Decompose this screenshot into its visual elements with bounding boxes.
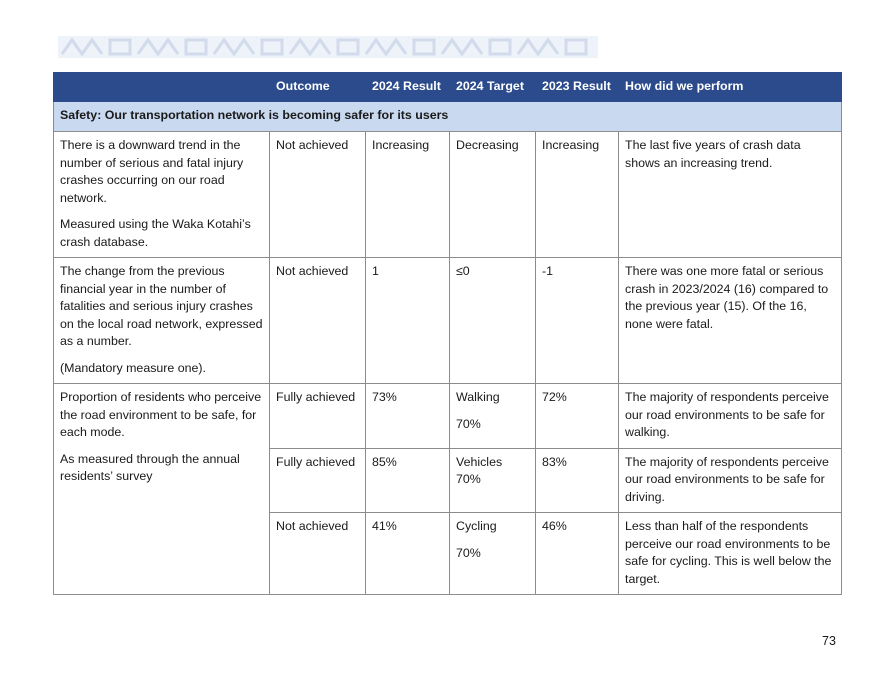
result-2024-cell: 1 [366,258,450,384]
section-row [54,102,842,132]
header-performance: How did we perform [619,73,842,102]
header-2023-result: 2023 Result [536,73,619,102]
outcome-cell: Not achieved [270,258,366,384]
pattern-banner-icon [58,36,598,58]
target-value: 70% [456,472,481,486]
section-title: Safety: Our transportation network is becoming safer for its users [54,102,842,132]
decorative-banner [58,36,598,58]
performance-cell: The majority of respondents perceive our road environments to be safe for walking. [619,384,842,449]
target-value: 70% [456,545,481,560]
result-2023-cell: -1 [536,258,619,384]
page-number: 73 [822,634,836,648]
measure-cell [54,258,270,384]
target-2024-cell [450,258,536,384]
outcome-cell: Fully achieved [270,448,366,513]
measure-cell [54,384,270,595]
target-2024-cell [450,132,536,258]
target-value: Decreasing [456,138,519,152]
target-2024-cell [450,384,536,449]
performance-cell: The last five years of crash data shows an increasing trend. [619,132,842,258]
measure-note: Measured using the Waka Kotahi’s crash database. [60,217,251,249]
performance-cell: The majority of respondents perceive our road environments to be safe for driving. [619,448,842,513]
result-2023-cell: 46% [536,513,619,595]
measure-text: The change from the previous financial year in the number of fatalities and serious injury crashes on the local road network, expressed as a number. [60,264,263,348]
header-outcome: Outcome [270,73,366,102]
result-2024-cell: 85% [366,448,450,513]
header-2024-target: 2024 Target [450,73,536,102]
target-mode: Vehicles [456,454,503,469]
result-2024-cell: 41% [366,513,450,595]
target-mode: Walking [456,390,500,404]
result-2024-cell: Increasing [366,132,450,258]
header-measure [54,73,270,102]
target-mode: Cycling [456,519,497,533]
table-row [54,258,842,384]
result-2024-cell: 73% [366,384,450,449]
outcome-cell: Fully achieved [270,384,366,449]
target-value: ≤0 [456,264,470,278]
performance-cell: Less than half of the respondents perceive our road environments to be safe for cycling. This is well below the target. [619,513,842,595]
target-2024-cell [450,513,536,595]
result-2023-cell: Increasing [536,132,619,258]
measure-text: There is a downward trend in the number of serious and fatal injury crashes occurring on our road network. [60,138,244,205]
measure-note: As measured through the annual residents’ survey [60,451,240,483]
measure-note: (Mandatory measure one). [60,360,207,375]
outcome-cell: Not achieved [270,132,366,258]
measure-cell [54,132,270,258]
target-2024-cell [450,448,536,513]
target-value: 70% [456,416,481,431]
header-2024-result: 2024 Result [366,73,450,102]
measure-text: Proportion of residents who perceive the road environment to be safe, for each mode. [60,390,262,439]
result-2023-cell: 72% [536,384,619,449]
result-2023-cell: 83% [536,448,619,513]
table-header-row [54,73,842,102]
table-row [54,384,842,449]
table-row [54,132,842,258]
outcome-cell: Not achieved [270,513,366,595]
performance-cell: There was one more fatal or serious crash in 2023/2024 (16) compared to the previous year (15). Of the 16, none were fatal. [619,258,842,384]
performance-table [53,72,842,595]
